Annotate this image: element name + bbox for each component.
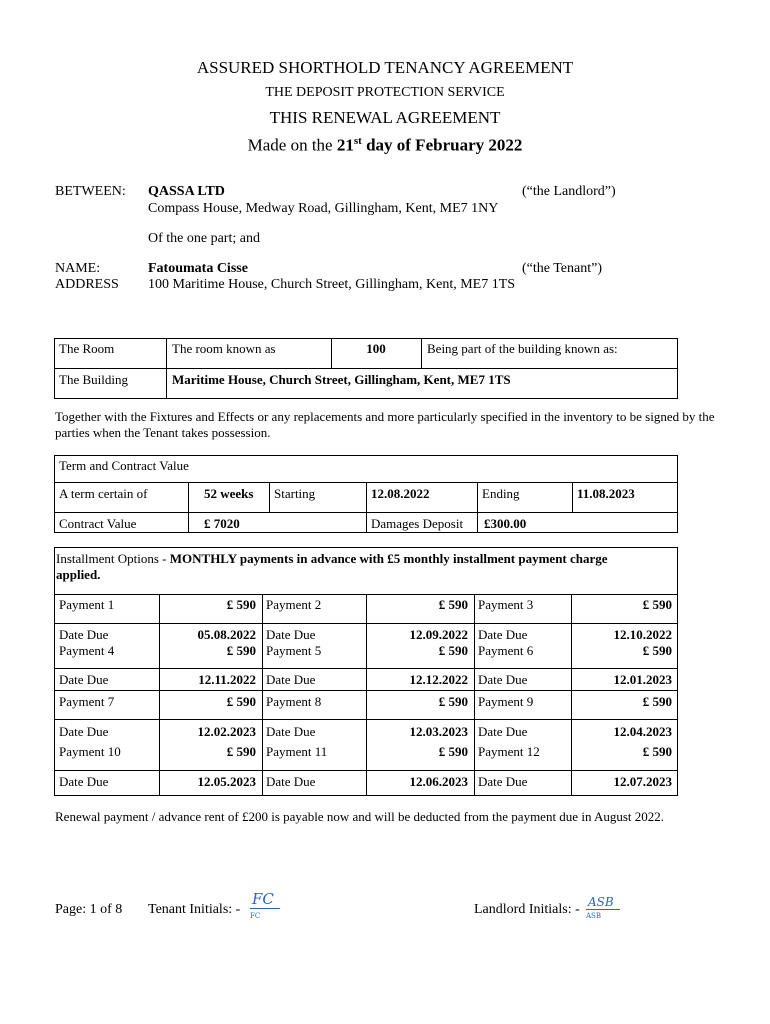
tenant-name: Fatoumata Cisse	[148, 261, 248, 276]
inst-label: Date Due	[478, 724, 528, 739]
building-label: The Building	[59, 372, 128, 387]
made-sup: st	[353, 135, 362, 147]
document-title: ASSURED SHORTHOLD TENANCY AGREEMENT	[196, 58, 574, 77]
inst-value: £ 590	[642, 643, 672, 658]
inst-label: Payment 7	[59, 694, 115, 709]
deposit-label: Damages Deposit	[371, 516, 464, 531]
landlord-initials-small: ASB	[586, 912, 601, 920]
inst-value: £ 590	[226, 694, 256, 709]
inst-value: £ 590	[226, 597, 256, 612]
inst-label: Payment 5	[266, 643, 322, 658]
inst-label: Date Due	[266, 627, 316, 642]
tenant-initials-label: Tenant Initials: -	[148, 902, 241, 917]
inst-label: Date Due	[59, 774, 109, 789]
ending-value: 11.08.2023	[577, 486, 635, 501]
inst-value: 12.05.2023	[197, 774, 256, 789]
inst-label: Date Due	[59, 724, 109, 739]
inst-value: 12.03.2023	[409, 724, 468, 739]
inst-label: Payment 12	[478, 744, 540, 759]
made-suffix: day of February 2022	[361, 135, 523, 155]
room-label: The Room	[59, 341, 115, 356]
building-part-label: Being part of the building known as:	[427, 341, 618, 356]
inst-value: £ 590	[642, 744, 672, 759]
document-subtitle: THE DEPOSIT PROTECTION SERVICE	[265, 85, 505, 100]
contract-value-label: Contract Value	[59, 516, 137, 531]
inst-value: 12.11.2022	[198, 672, 256, 687]
inst-label: Date Due	[478, 774, 528, 789]
fixtures-paragraph: Together with the Fixtures and Effects or any replacements and more particularly specified in the inventory to be signed by the parties when the Tenant takes possession.	[55, 409, 715, 440]
term-label: A term certain of	[59, 486, 148, 501]
installments-intro-prefix: Installment Options -	[56, 551, 170, 566]
inst-value: 12.07.2023	[613, 774, 672, 789]
ending-label: Ending	[482, 486, 520, 501]
room-table-col1	[166, 338, 167, 399]
inst-label: Date Due	[478, 627, 528, 642]
inst-value: 12.04.2023	[613, 724, 672, 739]
inst-label: Payment 6	[478, 643, 534, 658]
inst-label: Payment 11	[266, 744, 328, 759]
starting-label: Starting	[274, 486, 316, 501]
made-on-line	[0, 135, 770, 156]
starting-value: 12.08.2022	[371, 486, 430, 501]
deposit-value: £300.00	[484, 516, 527, 531]
installments-intro	[56, 551, 608, 566]
landlord-role: (“the Landlord”)	[522, 184, 616, 199]
building-value: Maritime House, Church Street, Gillingham, Kent, ME7 1TS	[172, 372, 511, 387]
inst-value: £ 590	[438, 694, 468, 709]
renewal-heading: THIS RENEWAL AGREEMENT	[269, 108, 501, 127]
inst-value: 12.09.2022	[409, 627, 468, 642]
inst-value: £ 590	[642, 597, 672, 612]
inst-label: Date Due	[266, 724, 316, 739]
term-col-1	[188, 482, 189, 533]
between-label: BETWEEN:	[55, 184, 126, 199]
inst-label: Date Due	[478, 672, 528, 687]
term-value: 52 weeks	[204, 486, 254, 501]
inst-value: £ 590	[226, 744, 256, 759]
inst-label: Payment 1	[59, 597, 115, 612]
inst-col-2	[262, 594, 263, 796]
inst-label: Payment 8	[266, 694, 322, 709]
installments-intro-bold: MONTHLY payments in advance with £5 monthly installment payment charge	[169, 551, 608, 566]
inst-label: Date Due	[266, 672, 316, 687]
term-header: Term and Contract Value	[59, 458, 189, 473]
page-number: Page: 1 of 8	[55, 902, 123, 917]
inst-label: Payment 2	[266, 597, 322, 612]
inst-value: 05.08.2022	[197, 627, 256, 642]
contract-value: £ 7020	[204, 516, 240, 531]
inst-value: £ 590	[438, 597, 468, 612]
one-part-text: Of the one part; and	[148, 231, 260, 246]
installments-intro-applied: applied.	[56, 567, 101, 582]
inst-value: 12.06.2023	[409, 774, 468, 789]
landlord-initials-signature: ASB	[586, 895, 620, 910]
landlord-address: Compass House, Medway Road, Gillingham, Kent, ME7 1NY	[148, 201, 499, 216]
inst-value: 12.01.2023	[613, 672, 672, 687]
term-col-5	[572, 482, 573, 512]
inst-label: Payment 9	[478, 694, 534, 709]
term-col-4	[477, 482, 478, 533]
inst-col-4	[474, 594, 475, 796]
inst-value: £ 590	[438, 744, 468, 759]
landlord-name: QASSA LTD	[148, 184, 225, 199]
inst-label: Payment 3	[478, 597, 534, 612]
made-prefix: Made on the	[247, 135, 337, 155]
inst-value: £ 590	[226, 643, 256, 658]
landlord-initials-label: Landlord Initials: -	[474, 902, 580, 917]
inst-value: 12.02.2023	[197, 724, 256, 739]
renewal-paragraph: Renewal payment / advance rent of £200 is payable now and will be deducted from the payment due in August 2022.	[55, 809, 665, 824]
inst-value: £ 590	[438, 643, 468, 658]
tenant-address: 100 Maritime House, Church Street, Gillingham, Kent, ME7 1TS	[148, 277, 516, 292]
inst-label: Payment 4	[59, 643, 115, 658]
inst-value: 12.12.2022	[409, 672, 468, 687]
room-table-col3	[421, 338, 422, 368]
inst-label: Payment 10	[59, 744, 121, 759]
address-label: ADDRESS	[55, 277, 119, 292]
name-label: NAME:	[55, 261, 101, 276]
inst-value: £ 590	[642, 694, 672, 709]
room-table-divider	[54, 368, 678, 369]
tenant-initials-small: FC	[250, 912, 261, 920]
tenant-initials-signature: FC	[250, 890, 280, 909]
term-col-2	[269, 482, 270, 512]
tenant-role: (“the Tenant”)	[522, 261, 602, 276]
made-day: 21	[336, 135, 354, 155]
room-known-label: The room known as	[172, 341, 276, 356]
room-number: 100	[366, 341, 386, 356]
inst-label: Date Due	[59, 672, 109, 687]
inst-value: 12.10.2022	[613, 627, 672, 642]
inst-label: Date Due	[59, 627, 109, 642]
inst-label: Date Due	[266, 774, 316, 789]
term-col-3	[366, 482, 367, 533]
